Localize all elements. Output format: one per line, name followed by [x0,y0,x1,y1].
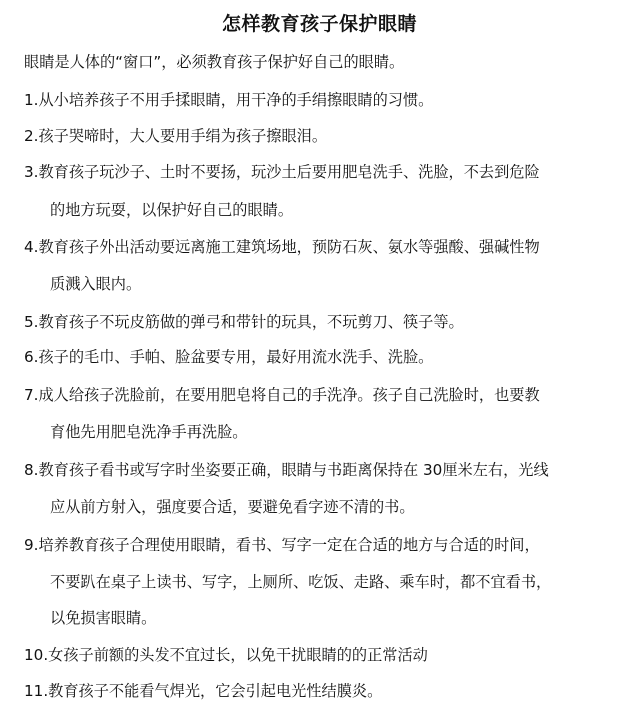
list-item-5: 5.教育孩子不玩皮筋做的弹弓和带针的玩具，不玩剪刀、筷子等。 [24,313,464,331]
document-title: 怎样教育孩子保护眼睛 [221,13,417,35]
list-item-4: 4.教育孩子外出活动要远离施工建筑场地，预防石灰、氨水等强酸、强碱性物 [24,238,540,256]
list-item-11: 11.教育孩子不能看气焊光，它会引起电光性结膜炎。 [24,682,383,700]
list-item-9-continuation-2: 以免损害眼睛。 [50,609,157,627]
list-item-8-continuation: 应从前方射入，强度要合适，要避免看字迹不清的书。 [50,498,415,516]
list-item-8: 8.教育孩子看书或写字时坐姿要正确，眼睛与书距离保持在 30厘米左右，光线 [24,461,549,479]
list-item-7-continuation: 育他先用肥皂洗净手再洗脸。 [50,423,248,441]
list-item-4-continuation: 质溅入眼内。 [50,275,142,293]
list-item-6: 6.孩子的毛巾、手帕、脸盆要专用，最好用流水洗手、洗脸。 [24,348,434,366]
list-item-3: 3.教育孩子玩沙子、土时不要扬，玩沙土后要用肥皂洗手、洗脸，不去到危险 [24,163,540,181]
intro-paragraph: 眼睛是人体的“窗口”，必须教育孩子保护好自己的眼睛。 [24,53,405,71]
list-item-9: 9.培养教育孩子合理使用眼睛，看书、写字一定在合适的地方与合适的时间， [24,536,540,554]
list-item-1: 1.从小培养孩子不用手揉眼睛，用干净的手绢擦眼睛的习惯。 [24,91,434,109]
list-item-2: 2.孩子哭啼时，大人要用手绢为孩子擦眼泪。 [24,127,328,145]
list-item-10: 10.女孩子前额的头发不宜过长，以免干扰眼睛的的正常活动 [24,646,428,664]
list-item-9-continuation-1: 不要趴在桌子上读书、写字，上厕所、吃饭、走路、乘车时，都不宜看书， [50,573,552,591]
list-item-7: 7.成人给孩子洗脸前，在要用肥皂将自己的手洗净。孩子自己洗脸时，也要教 [24,386,540,404]
list-item-3-continuation: 的地方玩耍，以保护好自己的眼睛。 [50,201,293,219]
